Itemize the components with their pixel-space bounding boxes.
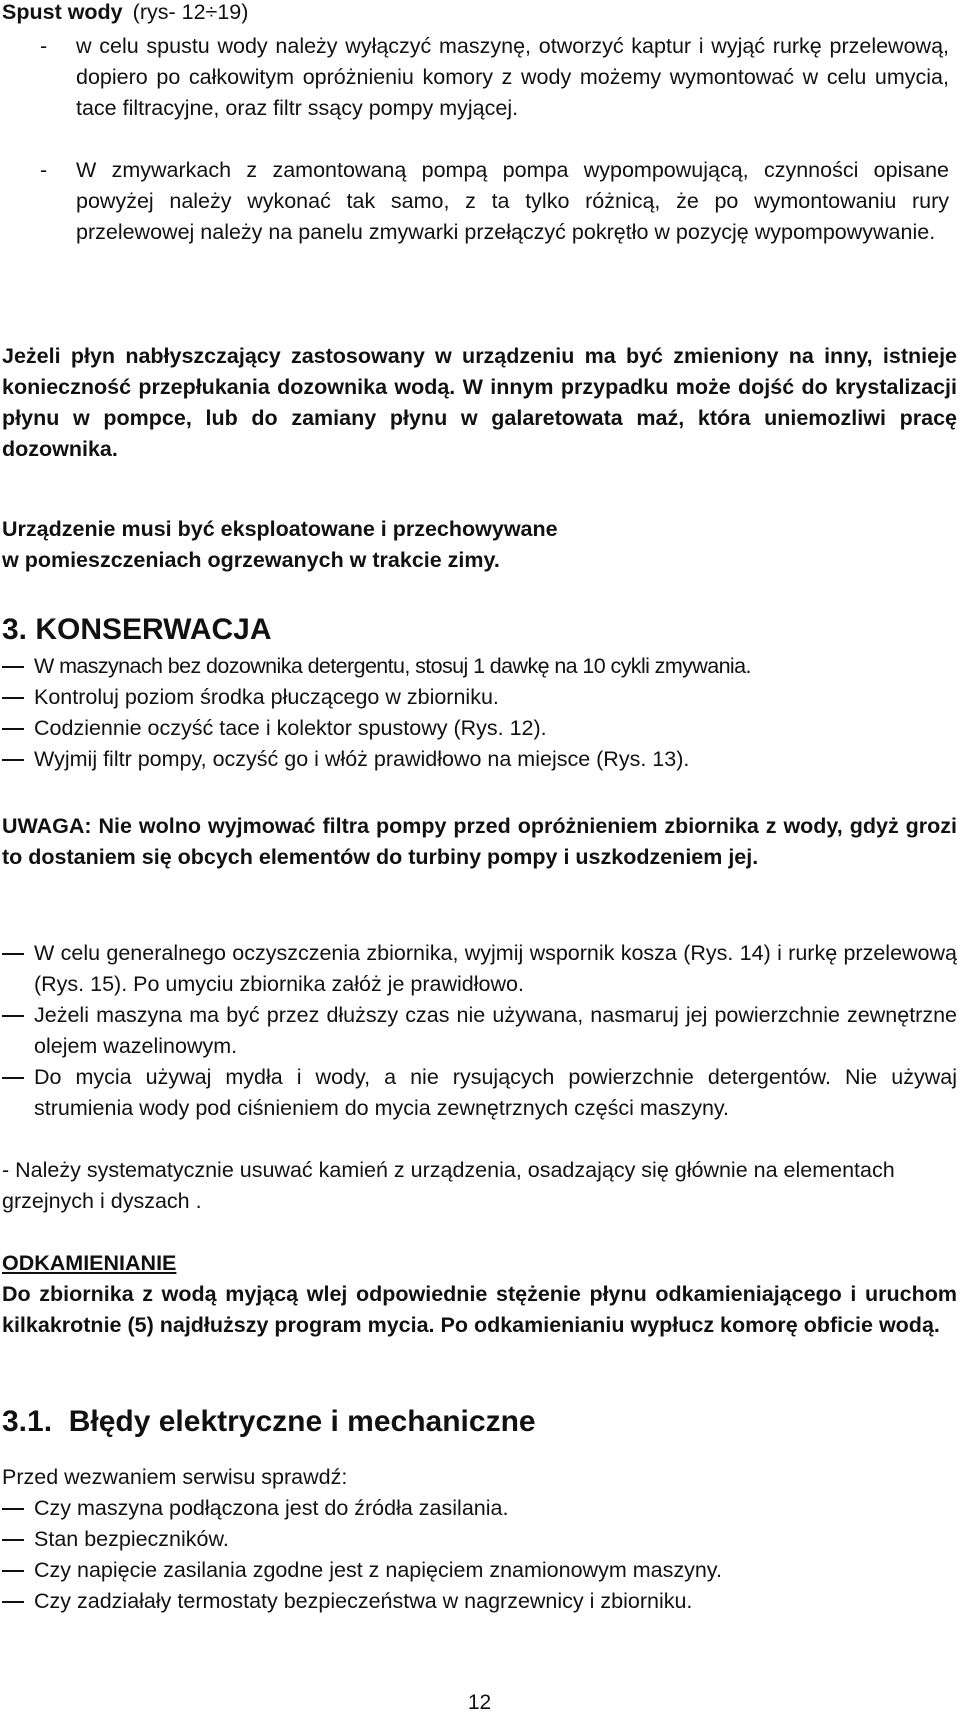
list-item: Kontroluj poziom środka płuczącego w zbiorniku. xyxy=(2,682,957,713)
list-item: W celu generalnego oczyszczenia zbiornika, wyjmij wspornik kosza (Rys. 14) i rurkę przelewową (Rys. 15). Po umyciu zbiornika załóż je prawidłowo. xyxy=(2,938,957,1000)
bledy-list xyxy=(2,1493,957,1617)
page-number: 12 xyxy=(467,1691,492,1714)
section-title-spust xyxy=(2,0,957,28)
konserwacja-heading: 3. KONSERWACJA xyxy=(2,613,272,646)
spust-paragraph-2 xyxy=(40,155,949,248)
bledy-heading: 3.1. Błędy elektryczne i mechaniczne xyxy=(2,1405,536,1438)
konserwacja-list xyxy=(2,651,957,775)
document-page xyxy=(2,0,957,1717)
rinse-aid-warning: Jeżeli płyn nabłyszczający zastosowany w urządzeniu ma być zmieniony na inny, istnieje konieczność przepłukania dozownika wodą. W innym przypadku może dojść do krystalizacji płynu w pompce, lub do zamiany płynu w galaretowata maź, która uniemozliwi pracę dozownika. xyxy=(2,344,957,461)
list-item: Jeżeli maszyna ma być przez dłuższy czas nie używana, nasmaruj jej powierzchnie zewnętrzne olejem wazelinowym. xyxy=(2,1000,957,1062)
list-item: Codziennie oczyść tace i kolektor spustowy (Rys. 12). xyxy=(2,713,957,744)
winter-storage-line-2: w pomieszczeniach ogrzewanych w trakcie zimy. xyxy=(2,548,500,572)
odkamienianie-heading: ODKAMIENIANIE xyxy=(2,1251,177,1275)
list-item: Czy napięcie zasilania zgodne jest z napięciem znamionowym maszyny. xyxy=(2,1555,957,1586)
care-list xyxy=(2,938,957,1124)
list-item: W maszynach bez dozownika detergentu, stosuj 1 dawkę na 10 cykli zmywania. xyxy=(2,651,957,682)
spust-paragraph-1 xyxy=(40,31,949,124)
list-item: Czy zadziałały termostaty bezpieczeństwa w nagrzewnicy i zbiorniku. xyxy=(2,1586,957,1617)
list-item: Do mycia używaj mydła i wody, a nie rysujących powierzchnie detergentów. Nie używaj strumienia wody pod ciśnieniem do mycia zewnętrznych części maszyny. xyxy=(2,1062,957,1124)
odkamienianie-text: Do zbiornika z wodą myjącą wlej odpowiednie stężenie płynu odkamieniającego i uruchom kilkakrotnie (5) najdłuższy program mycia. Po odkamienianiu wypłucz komorę obficie wodą. xyxy=(2,1282,957,1337)
list-item: Wyjmij filtr pompy, oczyść go i włóż prawidłowo na miejsce (Rys. 13). xyxy=(2,744,957,775)
list-item: Czy maszyna podłączona jest do źródła zasilania. xyxy=(2,1493,957,1524)
uwaga-warning: UWAGA: Nie wolno wyjmować filtra pompy przed opróżnieniem zbiornika z wody, gdyż grozi to dostaniem się obcych elementów do turbiny pompy i uszkodzeniem jej. xyxy=(2,814,957,869)
dash-marker: - xyxy=(40,158,48,182)
dash-marker: - xyxy=(40,34,48,58)
list-item: Stan bezpieczników. xyxy=(2,1524,957,1555)
spust-figure-ref: (rys- 12÷19) xyxy=(132,0,249,24)
descaling-note: - Należy systematycznie usuwać kamień z urządzenia, osadzający się głównie na elementach grzejnych i dyszach . xyxy=(2,1158,895,1213)
bledy-intro: Przed wezwaniem serwisu sprawdź: xyxy=(2,1465,348,1489)
spust-title: Spust wody xyxy=(2,0,123,24)
spust-paragraph-2-text: W zmywarkach z zamontowaną pompą pompa wypompowującą, czynności opisane powyżej należy wykonać tak samo, z ta tylko różnicą, że po wymontowaniu rury przelewowej należy na panelu zmywarki przełączyć pokrętło w pozycję wypompowywanie. xyxy=(76,158,949,244)
winter-storage-line-1: Urządzenie musi być eksploatowane i przechowywane xyxy=(2,517,558,541)
spust-paragraph-1-text: w celu spustu wody należy wyłączyć maszynę, otworzyć kaptur i wyjąć rurkę przelewową, dopiero po całkowitym opróżnieniu komory z wody możemy wymontować w celu umycia, tace filtracyjne, oraz filtr ssący pompy myjącej. xyxy=(76,34,949,120)
